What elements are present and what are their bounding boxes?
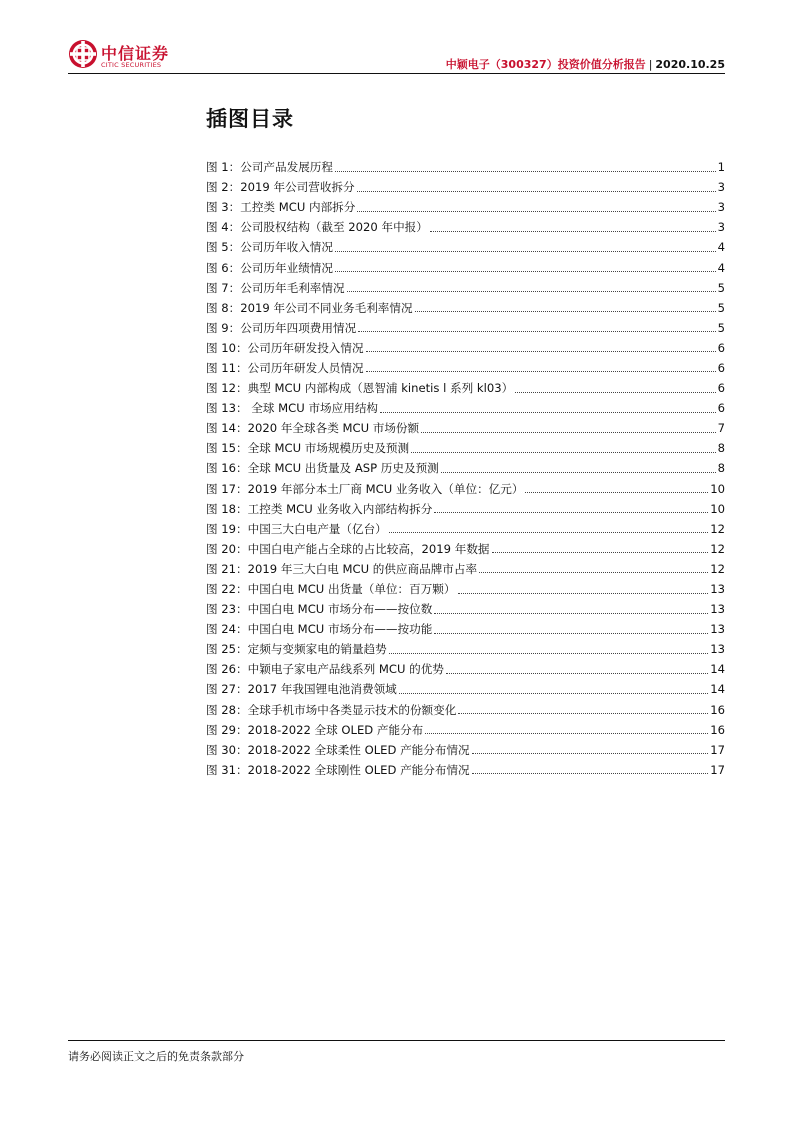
toc-dot-leader	[441, 472, 716, 473]
toc-entry-label: 图 16：全球 MCU 出货量及 ASP 历史及预测	[206, 461, 439, 476]
toc-entry-page: 5	[717, 300, 725, 315]
toc-dot-leader	[434, 613, 708, 614]
report-date: 2020.10.25	[655, 58, 725, 71]
toc-dot-leader	[411, 452, 715, 453]
toc-dot-leader	[380, 412, 716, 413]
footer-divider	[68, 1040, 725, 1041]
toc-dot-leader	[358, 331, 715, 332]
toc-entry-page: 13	[710, 642, 725, 657]
toc-entry-page: 1	[717, 160, 725, 175]
toc-dot-leader	[458, 713, 708, 714]
toc-dot-leader	[415, 311, 716, 312]
toc-entry[interactable]	[206, 720, 725, 740]
toc-entry-page: 6	[717, 340, 725, 355]
toc-entry-label: 图 3：工控类 MCU 内部拆分	[206, 200, 356, 215]
toc-entry[interactable]	[206, 599, 725, 619]
toc-entry-label: 图 27：2017 年我国锂电池消费领域	[206, 682, 397, 697]
logo-text-en: CITIC SECURITIES	[101, 61, 162, 69]
toc-dot-leader	[472, 753, 709, 754]
toc-entry-page: 16	[710, 702, 725, 717]
toc-entry[interactable]	[206, 499, 725, 519]
toc-entry[interactable]	[206, 217, 725, 237]
toc-entry-label: 图 7：公司历年毛利率情况	[206, 280, 345, 295]
toc-entry-label: 图 29：2018-2022 全球 OLED 产能分布	[206, 722, 424, 737]
header-separator: |	[648, 58, 653, 71]
toc-entry[interactable]	[206, 438, 725, 458]
toc-dot-leader	[421, 432, 715, 433]
toc-entry-label: 图 24：中国白电 MCU 市场分布——按功能	[206, 622, 433, 637]
toc-entry[interactable]	[206, 318, 725, 338]
toc-entry-label: 图 9：公司历年四项费用情况	[206, 320, 357, 335]
toc-entry-page: 4	[717, 240, 725, 255]
toc-entry-label: 图 20：中国白电产能占全球的占比较高，2019 年数据	[206, 541, 490, 556]
toc-entry[interactable]	[206, 700, 725, 720]
toc-entry[interactable]	[206, 257, 725, 277]
report-header	[446, 56, 725, 72]
toc-dot-leader	[434, 512, 708, 513]
toc-entry-label: 图 14：2020 年全球各类 MCU 市场份额	[206, 421, 420, 436]
toc-entry-label: 图 8：2019 年公司不同业务毛利率情况	[206, 300, 413, 315]
toc-entry-page: 17	[710, 742, 725, 757]
toc-entry[interactable]	[206, 760, 725, 780]
toc-dot-leader	[389, 653, 708, 654]
toc-entry-label: 图 19：中国三大白电产量（亿台）	[206, 521, 387, 536]
toc-entry-label: 图 21：2019 年三大白电 MCU 的供应商品牌市占率	[206, 561, 478, 576]
toc-entry-page: 12	[710, 561, 725, 576]
toc-entry-label: 图 30：2018-2022 全球柔性 OLED 产能分布情况	[206, 742, 470, 757]
toc-entry[interactable]	[206, 559, 725, 579]
toc-entry-label: 图 25：定频与变频家电的销量趋势	[206, 642, 387, 657]
toc-entry[interactable]	[206, 298, 725, 318]
toc-dot-leader	[366, 371, 716, 372]
toc-entry[interactable]	[206, 338, 725, 358]
toc-entry[interactable]	[206, 358, 725, 378]
toc-entry-page: 14	[710, 682, 725, 697]
toc-entry-page: 16	[710, 722, 725, 737]
toc-entry-label: 图 26：中颖电子家电产品线系列 MCU 的优势	[206, 662, 444, 677]
toc-dot-leader	[434, 633, 708, 634]
toc-entry-page: 6	[717, 360, 725, 375]
logo-text-cn: 中信证券	[101, 44, 170, 63]
toc-entry-label: 图 28：全球手机市场中各类显示技术的份额变化	[206, 702, 457, 717]
toc-entry-label: 图 1：公司产品发展历程	[206, 160, 333, 175]
toc-entry-label: 图 4：公司股权结构（截至 2020 年中报）	[206, 220, 428, 235]
report-title: 中颖电子（300327）投资价值分析报告	[445, 58, 646, 71]
toc-dot-leader	[525, 492, 708, 493]
toc-entry[interactable]	[206, 378, 725, 398]
toc-dot-leader	[492, 552, 709, 553]
toc-entry-page: 8	[717, 441, 725, 456]
toc-entry[interactable]	[206, 458, 725, 478]
toc-entry-page: 10	[710, 481, 725, 496]
toc-entry-page: 3	[717, 180, 725, 195]
toc-entry-page: 3	[717, 200, 725, 215]
toc-dot-leader	[335, 251, 716, 252]
toc-entry[interactable]	[206, 519, 725, 539]
toc-entry[interactable]	[206, 237, 725, 257]
toc-entry-page: 14	[710, 662, 725, 677]
toc-entry-page: 12	[710, 541, 725, 556]
toc-entry-label: 图 13： 全球 MCU 市场应用结构	[206, 401, 379, 416]
toc-entry[interactable]	[206, 659, 725, 679]
toc-entry-label: 图 22：中国白电 MCU 出货量（单位：百万颗）	[206, 582, 456, 597]
toc-dot-leader	[430, 231, 716, 232]
toc-entry[interactable]	[206, 679, 725, 699]
toc-entry[interactable]	[206, 479, 725, 499]
toc-entry-label: 图 2：2019 年公司营收拆分	[206, 180, 355, 195]
toc-entry-page: 3	[717, 220, 725, 235]
toc-dot-leader	[479, 572, 708, 573]
citic-logo-icon	[68, 39, 98, 69]
footer-disclaimer: 请务必阅读正文之后的免责条款部分	[68, 1050, 244, 1063]
toc-dot-leader	[399, 693, 708, 694]
toc-entry[interactable]	[206, 619, 725, 639]
toc-entry-page: 5	[717, 320, 725, 335]
toc-entry-page: 6	[717, 381, 725, 396]
toc-entry-page: 4	[717, 260, 725, 275]
page-title: 插图目录	[206, 107, 294, 131]
toc-entry-page: 8	[717, 461, 725, 476]
toc-entry-label: 图 11：公司历年研发人员情况	[206, 360, 364, 375]
toc-dot-leader	[335, 171, 716, 172]
toc-dot-leader	[446, 673, 708, 674]
header-divider	[68, 73, 725, 74]
toc-entry-page: 13	[710, 602, 725, 617]
toc-entry-page: 10	[710, 501, 725, 516]
toc-entry[interactable]	[206, 539, 725, 559]
toc-entry-label: 图 5：公司历年收入情况	[206, 240, 333, 255]
toc-entry[interactable]	[206, 579, 725, 599]
toc-entry-label: 图 17：2019 年部分本土厂商 MCU 业务收入（单位：亿元）	[206, 481, 524, 496]
toc-entry-label: 图 15：全球 MCU 市场规模历史及预测	[206, 441, 410, 456]
toc-entry-label: 图 6：公司历年业绩情况	[206, 260, 333, 275]
toc-entry-page: 17	[710, 762, 725, 777]
toc-entry-page: 5	[717, 280, 725, 295]
toc-entry-label: 图 23：中国白电 MCU 市场分布——按位数	[206, 602, 433, 617]
toc-entry-page: 13	[710, 582, 725, 597]
toc-entry[interactable]	[206, 639, 725, 659]
toc-dot-leader	[389, 532, 708, 533]
toc-entry[interactable]	[206, 197, 725, 217]
toc-entry-page: 13	[710, 622, 725, 637]
toc-entry-page: 12	[710, 521, 725, 536]
toc-entry[interactable]	[206, 157, 725, 177]
toc-entry[interactable]	[206, 740, 725, 760]
toc-dot-leader	[357, 191, 716, 192]
toc-dot-leader	[425, 733, 708, 734]
toc-dot-leader	[335, 271, 716, 272]
figure-toc-list	[206, 157, 725, 780]
toc-dot-leader	[472, 773, 709, 774]
toc-entry[interactable]	[206, 177, 725, 197]
company-logo	[68, 39, 178, 73]
toc-entry-label: 图 18：工控类 MCU 业务收入内部结构拆分	[206, 501, 433, 516]
toc-dot-leader	[515, 392, 715, 393]
toc-entry-label: 图 31：2018-2022 全球刚性 OLED 产能分布情况	[206, 762, 470, 777]
toc-dot-leader	[357, 211, 715, 212]
toc-dot-leader	[366, 351, 716, 352]
toc-entry-label: 图 10：公司历年研发投入情况	[206, 340, 364, 355]
toc-entry-page: 7	[717, 421, 725, 436]
toc-entry[interactable]	[206, 418, 725, 438]
toc-entry[interactable]	[206, 278, 725, 298]
toc-dot-leader	[347, 291, 716, 292]
toc-dot-leader	[458, 593, 709, 594]
toc-entry-label: 图 12：典型 MCU 内部构成（恩智浦 kinetis l 系列 kl03）	[206, 381, 514, 396]
toc-entry[interactable]	[206, 398, 725, 418]
toc-entry-page: 6	[717, 401, 725, 416]
